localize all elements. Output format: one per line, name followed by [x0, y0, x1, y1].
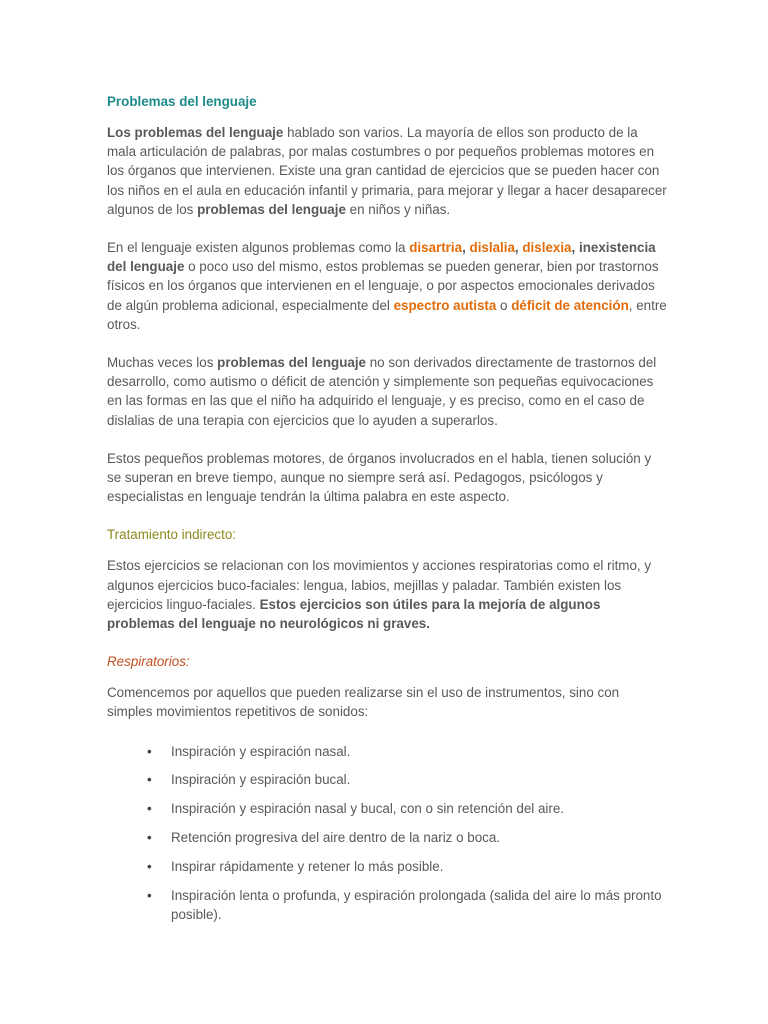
section-title-respiratorios: Respiratorios:	[107, 654, 190, 670]
text: no son derivados directamente de trastornos del desarrollo, como autismo o déficit de atención y simplemente son pequeñas equivocaciones en las formas en las que el niño ha adquirido el lenguaje, y es preciso, como en el caso de dislalias de una terapia con ejercicios que lo ayuden a superarlos.	[107, 355, 657, 428]
paragraph-problems	[107, 238, 667, 334]
list-item-text: Inspiración y espiración nasal y bucal, con o sin retención del aire.	[171, 801, 565, 817]
link-dislexia[interactable]: dislexia	[522, 240, 572, 256]
list-item-text: Retención progresiva del aire dentro de la nariz o boca.	[171, 830, 501, 846]
list-item	[147, 886, 667, 924]
list-item	[147, 742, 667, 761]
link-espectro-autista[interactable]: espectro autista	[393, 297, 497, 313]
bullet-icon: •	[147, 801, 152, 817]
paragraph-motor: Estos pequeños problemas motores, de órganos involucrados en el habla, tienen solución y se superan en breve tiempo, aunque no siempre será así. Pedagogos, psicólogos y especialistas en lenguaje tendrán la última palabra en este aspecto.	[107, 450, 652, 505]
paragraph-intro	[107, 123, 667, 219]
text: Estos ejercicios se relacionan con los movimientos y acciones respiratorias como el ritmo, y algunos ejercicios buco-faciales: lengua, labios, mejillas y paladar. También existen los ejercicios linguo-faciales.	[107, 558, 652, 612]
list-item	[147, 770, 667, 789]
list-item	[147, 799, 667, 818]
section-title-tratamiento: Tratamiento indirecto:	[107, 527, 237, 543]
bullet-icon: •	[147, 858, 152, 874]
list-item-text: Inspiración y espiración nasal.	[171, 743, 351, 759]
bullet-icon: •	[147, 743, 152, 759]
link-dislalia[interactable]: dislalia	[469, 240, 515, 256]
bold-text: Estos ejercicios son útiles para la mejoría de algunos problemas del lenguaje no neurológicos ni graves.	[107, 596, 601, 632]
separator: ,	[462, 240, 470, 256]
text: o poco uso del mismo, estos problemas se pueden generar, bien por trastornos físicos en los órganos que intervienen en el lenguaje, o por aspectos emocionales derivados de algún problema adicional, especialmente del	[107, 259, 659, 313]
link-disartria[interactable]: disartria	[409, 240, 463, 256]
separator: ,	[514, 240, 523, 256]
bullet-icon: •	[147, 772, 152, 788]
text: , entre otros.	[107, 297, 667, 332]
text: En el lenguaje existen algunos problemas como la	[107, 240, 410, 256]
bold-text: Los problemas del lenguaje	[107, 125, 284, 140]
bold-text: inexistencia del lenguaje	[107, 240, 656, 275]
text: hablado son varios. La mayoría de ellos son producto de la mala articulación de palabras, por malas costumbres o por pequeños problemas motores en los órganos que intervienen. Existe una gran cantidad de ejercicios que se pueden hacer con los niños en el aula en educación infantil y primaria, para mejorar y llegar a hacer desaparecer algunos de los	[107, 125, 667, 217]
link-deficit-atencion[interactable]: déficit de atención	[511, 297, 629, 313]
list-item-text: Inspiración lenta o profunda, y espiración prolongada (salida del aire lo más pronto posible).	[171, 887, 662, 922]
list-item	[147, 857, 667, 876]
bullet-icon: •	[147, 830, 152, 846]
bullet-icon: •	[147, 887, 152, 903]
bold-text: problemas del lenguaje	[197, 201, 346, 217]
page-title: Problemas del lenguaje	[107, 94, 257, 109]
document-page	[107, 92, 667, 934]
list-item-text: Inspirar rápidamente y retener lo más posible.	[171, 858, 444, 874]
text: o	[496, 297, 512, 313]
bold-text: problemas del lenguaje	[217, 355, 366, 371]
separator: ,	[571, 240, 579, 256]
paragraph-respiratory-intro: Comencemos por aquellos que pueden realizarse sin el uso de instrumentos, sino con simples movimientos repetitivos de sonidos:	[107, 685, 620, 720]
list-item-text: Inspiración y espiración bucal.	[171, 772, 351, 788]
text: Muchas veces los	[107, 355, 218, 371]
exercise-list	[107, 742, 667, 924]
paragraph-causes	[107, 353, 667, 430]
text: en niños y niñas.	[345, 201, 451, 217]
paragraph-exercises	[107, 556, 667, 633]
list-item	[147, 828, 667, 847]
